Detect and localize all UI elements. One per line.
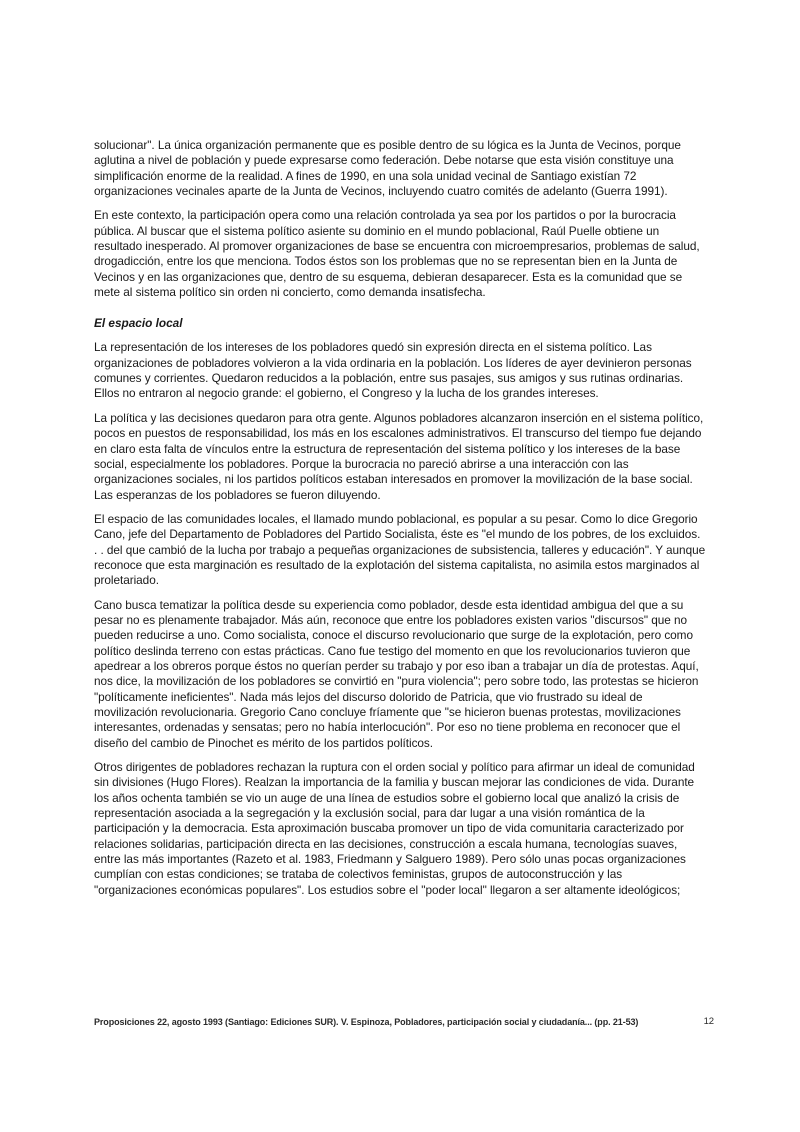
footer-citation: Proposiciones 22, agosto 1993 (Santiago: Ediciones SUR). V. Espinoza, Pobladores, participación social y ciudadanía... (pp. 21-53) <box>94 1017 639 1027</box>
paragraph: solucionar". La única organización permanente que es posible dentro de su lógica es la Junta de Vecinos, porque aglutina a nivel de población y puede expresarse como federación. Debe notarse que esta visión constituye una simplificación enorme de la realidad. A fines de 1990, en una sola unidad vecinal de Santiago existían 72 organizaciones vecinales aparte de la Junta de Vecinos, incluyendo cuatro comités de adelanto (Guerra 1991). <box>94 138 681 199</box>
page-number: 12 <box>703 1016 714 1027</box>
page-footer <box>94 1016 714 1028</box>
paragraph: Cano busca tematizar la política desde su experiencia como poblador, desde esta identidad ambigua del que a su pesar no es plenamente trabajador. Más aún, reconoce que entre los pobladores existen varios "discursos" que no pueden reducirse a uno. Como socialista, conoce el discurso revolucionario que surge de la explotación, pero como político deslinda terreno con estas prácticas. Cano fue testigo del momento en que los revolucionarios tuvieron que apedrear a los obreros porque éstos no querían perder su trabajo y por eso iban a trabajar un día de protestas. Aquí, nos dice, la movilización de los pobladores se convirtió en "pura violencia"; pero sobre todo, las protestas se hicieron "políticamente ineficientes". Nada más lejos del discurso dolorido de Patricia, que vio frustrado su ideal de movilización revolucionaria. Gregorio Cano concluye fríamente que "se hicieron buenas protestas, movilizaciones interesantes, ordenadas y sensatas; pero no había interlocución". Por eso no tiene problema en reconocer que el diseño del cambio de Pinochet es mérito de los partidos políticos. <box>94 597 699 750</box>
paragraph: En este contexto, la participación opera como una relación controlada ya sea por los partidos o por la burocracia pública. Al buscar que el sistema político asiente su dominio en el mundo poblacional, Raúl Puelle obtiene un resultado inesperado. Al promover organizaciones de base se encuentra con microempresarios, problemas de salud, drogadicción, entre los que menciona. Todos éstos son los problemas que no se representan bien en la Junta de Vecinos y en las organizaciones que, dentro de su esquema, debieran desaparecer. Esta es la comunidad que se mete al sistema político sin orden ni concierto, como demanda insatisfecha. <box>94 208 700 300</box>
paragraph: El espacio de las comunidades locales, el llamado mundo poblacional, es popular a su pesar. Como lo dice Gregorio Cano, jefe del Departamento de Pobladores del Partido Socialista, éste es "el mundo de los pobres, de los excluidos. . . del que cambió de la lucha por trabajo a pequeñas organizaciones de subsistencia, talleres y educación". Y aunque reconoce que esta marginación es resultado de la explotación del sistema capitalista, no asimila estos marginados al proletariado. <box>94 511 706 588</box>
paragraph: La representación de los intereses de los pobladores quedó sin expresión directa en el sistema político. Las organizaciones de pobladores volvieron a la vida ordinaria en la población. Los líderes de ayer devinieron personas comunes y corrientes. Quedaron reducidos a la población, entre sus pasajes, sus amigos y sus rutinas ordinarias. Ellos no entraron al negocio grande: el gobierno, el Congreso y la lucha de los grandes intereses. <box>94 340 692 401</box>
document-page <box>94 138 706 907</box>
paragraph: La política y las decisiones quedaron para otra gente. Algunos pobladores alcanzaron inserción en el sistema político, pocos en puestos de responsabilidad, los más en los escalones administrativos. El transcurso del tiempo fue dejando en claro esta falta de vínculos entre la estructura de representación del sistema político y los intereses de la base social, especialmente los pobladores. Porque la burocracia no pareció abrirse a una interacción con las organizaciones sociales, ni los partidos políticos estaban interesados en promover la movilización de la base social. Las esperanzas de los pobladores se fueron diluyendo. <box>94 410 704 502</box>
paragraph: Otros dirigentes de pobladores rechazan la ruptura con el orden social y político para afirmar un ideal de comunidad sin divisiones (Hugo Flores). Realzan la importancia de la familia y buscan mejorar las condiciones de vida. Durante los años ochenta también se vio un auge de una línea de estudios sobre el gobierno local que analizó la crisis de representación asociada a la segregación y la exclusión social, para dar lugar a una visión romántica de la participación y la democracia. Esta aproximación buscaba promover un tipo de vida comunitaria caracterizado por relaciones solidarias, participación directa en las decisiones, construcción a escala humana, tecnologías suaves, entre las más importantes (Razeto et al. 1983, Friedmann y Salguero 1989). Pero sólo unas pocas organizaciones cumplían con estas condiciones; se trataba de colectivos feministas, grupos de autoconstrucción y las "organizaciones económicas populares". Los estudios sobre el "poder local" llegaron a ser altamente ideológicos; <box>94 760 695 897</box>
section-heading: El espacio local <box>94 316 183 331</box>
